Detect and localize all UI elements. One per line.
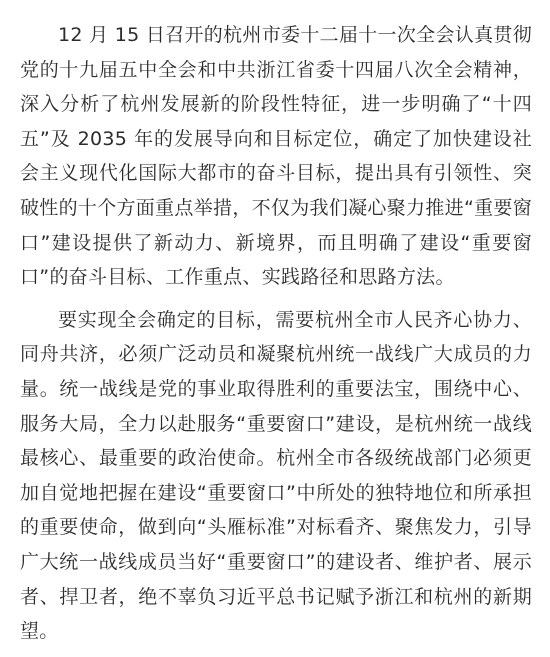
article-body [20, 18, 532, 657]
paragraph-1: 12 月 15 日召开的杭州市委十二届十一次全会认真贯彻党的十九届五中全会和中共浙江省委十四届八次全会精神，深入分析了杭州发展新的阶段性特征，进一步明确了“十四五”及 2035 年的发展导向和目标定位，确定了加快建设社会主义现代化国际大都市的奋斗目标，提出具有引领性、突破性的十个方面重点举措，不仅为我们凝心聚力推进“重要窗口”建设提供了新动力、新境界，而且明确了建设“重要窗口”的奋斗目标、工作重点、实践路径和思路方法。 [20, 24, 532, 289]
paragraph-2: 要实现全会确定的目标，需要杭州全市人民齐心协力、同舟共济，必须广泛动员和凝聚杭州统一战线广大成员的力量。统一战线是党的事业取得胜利的重要法宝，围绕中心、服务大局，全力以赴服务“重要窗口”建设，是杭州统一战线最核心、最重要的政治使命。杭州全市各级统战部门必须更加自觉地把握在建设“重要窗口”中所处的独特地位和所承担的重要使命，做到向“头雁标准”对标看齐、聚焦发力，引导广大统一战线成员当好“重要窗口”的建设者、维护者、展示者、捍卫者，绝不辜负习近平总书记赋予浙江和杭州的新期望。 [20, 308, 532, 643]
